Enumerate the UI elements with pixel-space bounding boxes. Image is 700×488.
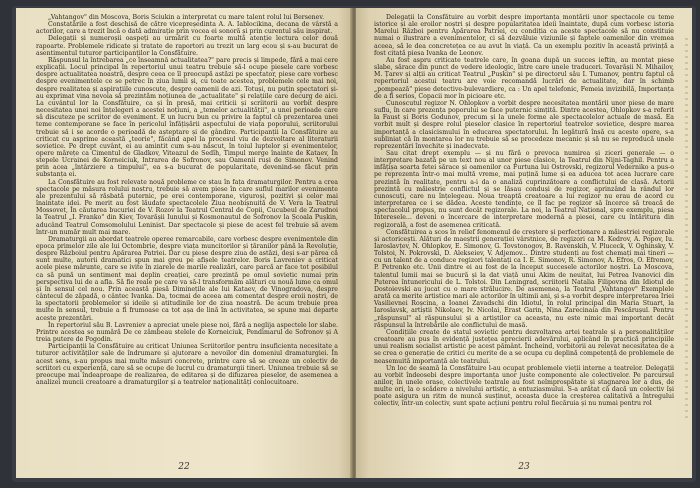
right-page [356,8,692,478]
paragraph: Au fost aspru criticate teatrele care, în goana după un succes ieftin, au montat piese slabe, sărace din punct de vedere ideologic, între care unele traduceri. Tovarășii N. Mihailov, M. Țarev și alții au criticat Teatrul „Pușkin" și pe directorul său I. Tumanov, pentru faptul că repertoriul acestui teatru are voie recomandă lucrări de actualitate, dar în schimb „pompează" piese detective-bulevardiere, ca : Un apel telefonic, Femeia invizibilă, Importanța de a fi serios, Copacii mor în picioare etc. [374,56,674,100]
paragraph: În repertoriul său B. Lavreniev a apreciat unele piese noi, fără a neglija aspectele lor slabe. Printre acestea se numără De ce zâmbeau stelele de Korneiciuk, Pendimarul de Sofronov și A treia putere de Pogodin. [36,321,338,344]
page-number-right: 23 [518,462,530,472]
paragraph: Un loc de seamă la Consfătuire l-au ocupat problemele vieții interne a teatrelor. Delegații au vorbit îndeosebi despre importanța unor juste componente ale colectivelor. Pe parcursul anilor, în unele orașe, colectivele teatrale au fost neîmprospătate și stagnarea lor a dus, de multe ori, la o scădere a nivelului artistic, a entuziasmului. S-a arătat că dacă un colectiv își poate asigura un ritm de muncă susținut, aceasta duce la creșterea calitativă a întregului colectiv, într-un colectiv, sunt spate acțiuni pentru rolul fiecăruia și nu numai pentru rol [374,364,674,408]
paragraph: La Consfătuire au fost relevate nouă probleme ce stau în fața dramaturgilor. Pentru a crea spectacole pe măsura rolului nostru, trebuie să avem piese în care suflul marilor evenimente ale prezentului să răsbată puternic, pe erei contemporane, viguroși, pozitivi și celor mai înaintate idei. Pe merit au fost lăudate spectacolele Ziua neobișnuită de V. Vera la Teatrul Mossovet, În căutarea bucuriei de V. Rozov la Teatrul Central de Copii, Cucubeul de Zarudnoi la Teatrul „I. Franko" din Kiev, Tovarășii Iunului și Kosmonautul de Sofronov la Școala Pușkin, aducând Teatrul Comsomolului Leninist. Dar spectacole și piese de acest fel trebuie să avem într-un număr mult mai mare. [36,178,338,236]
left-page-text [36,14,338,386]
paragraph: Condițiile create de statul sovietic pentru dezvoltarea artei teatrale și a personalităților creatoare au pus în evidență justețea aprecierii adevărului, aplicând în practică principiile unui realism socialist artistic pe acest pământ. Încheind, vorbitorii au relevat necesitatea de a se crea o generație de critici cu merite de a se ocupa cu deplină competență de problemele de neasemuită importanță ale teatrului. [374,328,674,365]
paragraph: Sau citat drept exemplu — și nu fără o prevoca numirea și ziceri generale — o interpretare bazată pe un text nou al unor piese clasice, la Teatrul din Nijni-Taghil. Pentru a infățișa soarta fetei sărace și oamenilor ca Furtuna lui Ostrovski, regizorul Vederniko a pus-o pe reprezenta într-o mai multă vreme, mai puțină lume și ea aducea tot acea lucrare care prezintă în realitate, pentru a-i da o analiză cuprinzătoare a conflictului de clasă. Actorii prezintă cu măiestrie conflictul și se lăsau conduși de regizor, aprinzând la rândul lor cunoscuți, care nu înțelegeau. Noua treaptă creatoare a lui regizor nu erau de acord cu interpretarea ce i se dădea. Aceste tendințe, ce îl fac pe regizor să încerce să treacă de spectacolul propus, nu sunt decât regizorale. La noi, la Teatrul Național, spre exemplu, piesa Interesele... deveni o încercare de interpretare modernă a piesei, care cu întăritura din regizorală, a fost de asemenea criticată. [374,149,674,229]
paragraph: „Vahtangov" din Moscova, Boris Sciukin a interpretat cu mare talent rolul lui Bersenev. [48,14,325,21]
page-edge-marks [685,38,688,418]
page-number-left: 22 [178,462,190,472]
left-page [16,8,352,478]
paragraph: Participanții la Consfătuire au criticat Uniunea Scriitorilor pentru insuficienta necesitate a tuturor activităților sale de îndrumare și ajutorare a nevoilor din domeniul dramaturgiei. În acest sens, s-au propus mai multe măsuri concrete, printre care să se creeze un colectiv de scriitori cu experiență, care să se ocupe de lucrul cu dramaturgii tineri. Uniunea trebuie să se preocupe mai îndeaproape de realizarea, de editarea și de difuzarea pieselor, de asemenea a analizei muncii creatoare a dramaturgilor și a teatrelor naționalități conlocuitoare. [36,343,338,386]
open-book [12,6,696,482]
right-page-text [374,14,674,408]
paragraph: Constatările a fost deschisă de către vicepreședinta A. A. Iablocikina, decana de vârstă a actorilor, care a trezit încă o dată admirație prin vocea ei sonoră și prin curentul său inspirat. [36,21,338,36]
paragraph: Răspunsul la întrebarea „ce înseamnă actualitatea?" pare precis și limpede, fără a mai cere explicații. Locul principal în repertoriul unui teatru trebuie să-l ocupe piesele care vorbesc despre actualitatea noastră, despre ceea ce îl preocupă astăzi pe spectator, piese care vorbesc despre evenimentele ce se petrec în ziua lumii și, cu toate acestea, problemele cele mai noi, despre realitatea și aspirațiile cunoscute, despre oamenii de azi. Totuși, nu puțin spectatori și-au exprimat vina nevoia să prezintăm noțiunea de „actualitate" și relațiile care decurg de aici. La cuvântul lor la Consfătuire, ca și în presă, mai criticii și scriitorii au vorbit despre necesitatea unei noi înțelegeri a acestei noțiuni, a „temelor actualității", a unei perioade care să discuteze pe scriitor de eveniment. E un lucru bun cu privire la faptul că prezentarea unei teme contemporane se face în pericolul înfățișării aspectului de viața poporului, scriitorului trebuie să i se acorde o perioadă de așteptare și de gândire. Participanții la Consfătuire au criticat cu asprime această „teorie", făcând apel la procesul viu de dezvoltare al literaturii sovietice. Pe drept cuvânt, ei au amintit cum s-au născut, în toiul luptelor și evenimentelor, opere mărețe ca Cimentul de Gladkov, Viteazul de Sedîh, Timpul merge înainte de Kataev, În stepele Ucrainei de Korneiciuk, Intrarea de Sofronov, sau Oamenii ruși de Simonov. Venind prin acea „întârziere a timpului", ea s-a bucurat de popularitate, devenind-se făcut prin substanța ei. [36,56,338,179]
paragraph: Dramaturgii au abordat teatrele operee remarcabile, care vorbesc despre evenimentele din epoca primelor zile ale lui Octombrie, despre viața muncitorilor și țăranilor până la Revoluție, despre Războiul pentru Apărarea Patriei. Dar cu piese despre ziua de astăzi, deși s-ar părea că sunt multe, autorii dramatici spun mai greu pe afișele teatrelor. Boris Lavreniev a criticat acele piese mărunte, care se ivite în ziarele de marile realizări, care parcă ar face tot posibilul ca să pună un sentiment mai deplin creației, care prezintă pe omul sovietic numai prin perspectiva lui de a afla. Să fie reale pe care va să-l transformăm alături cu nouă lume ca omul și în sensul cel nou. Prin această piesă Diminețile ale lui Kataev, de Vinogradova, despre cântecul de zăpadă, o cântec Ivanka. Da, tocmai de aceea am comentat despre eroii noștri, de la spectatorii problemelor și ideile și atitudinile lor de ziua noastră. De acum trebuie prea multe în sensul, trebuie a fi frumoase ca tot așa de lină în activitatea, se spune mai departe aceste prezentări. [36,235,338,322]
paragraph: Cunoscutul regizor N. Ohlopkov a vorbit despre necesitatea montării unor piese de mare suflu, în care prezența poporului se face puternic simțită. Dintre acestea, Ohlopkov s-a referit la Faust și Boris Godunov, precum și la unele forme ale spectacolelor actuale de masă. Ea vorbit mult și despre rolul pieselor clasice în repertoriul teatrelor sovietice, despre marea importanță a clasicismului în educarea spectatorului. În legătură însă cu aceste opere, s-a subliniat că în montarea lor nu trebuie să se procedeze mecanic și să nu se reproducă unele reprezentări învechite și inadecvate. [374,99,674,150]
paragraph: Consfătuirea a scos în relief fenomenul de creștere și perfecționare a măiestriei regizorale și actoricești. Alături de maeștrii generației vârstnice, de regizori ca M. Kedrov, A. Popov, Iu. Iaroslavțev, N. Ohlopkov, E. Simonov, G. Tovstonogov, B. Ravenskih, V. Pluceck, V. Oghinsky, V. Tolstoi, N. Pokrovski, D. Alekseiev, V. Adjemov... Dintre studenți au fost chemați mai tineri — cu un talent de a conduce regizori talentați ca I. E. Simonov, R. Simonov, A. Efros, O. Efremov, P. Petrenko etc. Unii dintre ei au fost de la început succesele actorilor noștri. La Moscova, talentul lumii mai se bucură și la dat viață unui Akim de neuitat, lui Petrea Ivanovici din Puterea întunericului de L. Tolstoi. Din Leningrad, scriitorii Natalia Filipovna din Idiotul de Dostoievski au jucat cu o mare strălucire. De asemenea, la Teatrul „Vahtangov" Exemplele arată ca merite artistice mari ale actorilor în ultimii ani, și s-a vorbit despre interpretarea Iriei Vasilievnei Roșcina, a Ioanei Zavadschi din Idiotul, în rolul principal din Maria Stuart, la Iaroslavsk, artiștii Nikolaev, Iv. Nicolai, Erast Garin, Nina Zarecinaia din Pescărușul. Pentru „răspunsul" al răspunsului și a artiștilor ca aceasta, nu este nimic mai important decât răspunsul la întrebările ale conflictului de masă. [374,228,674,329]
paragraph: Delegații și numeroșii oaspeți au urmărit cu foarte multă atenție lectura celor două rapoarte. Problemele ridicate și tratate de raportori au trezit un larg ecou și s-au bucurat de asentimentul tuturor participanților la Consfătuire. [36,35,338,57]
paragraph: Delegații la Consfătuire au vorbit despre importanța montării unor spectacole cu teme istorice și ale eroilor noștri și despre popularitatea ideii înaintate, după cum vorbesc istoria Marelui Război pentru Apărarea Patriei, cu condiția ca aceste spectacole să nu constituie numai o ilustrare a evenimentelor, ci să dezvăluie viziunile și faptele oamenilor din vremea aceea, să le dea concretețea ce au avut în viață. Ca un exemplu pozitiv în această privință a fost citată piesa Ivanka de Leonov. [374,14,674,57]
